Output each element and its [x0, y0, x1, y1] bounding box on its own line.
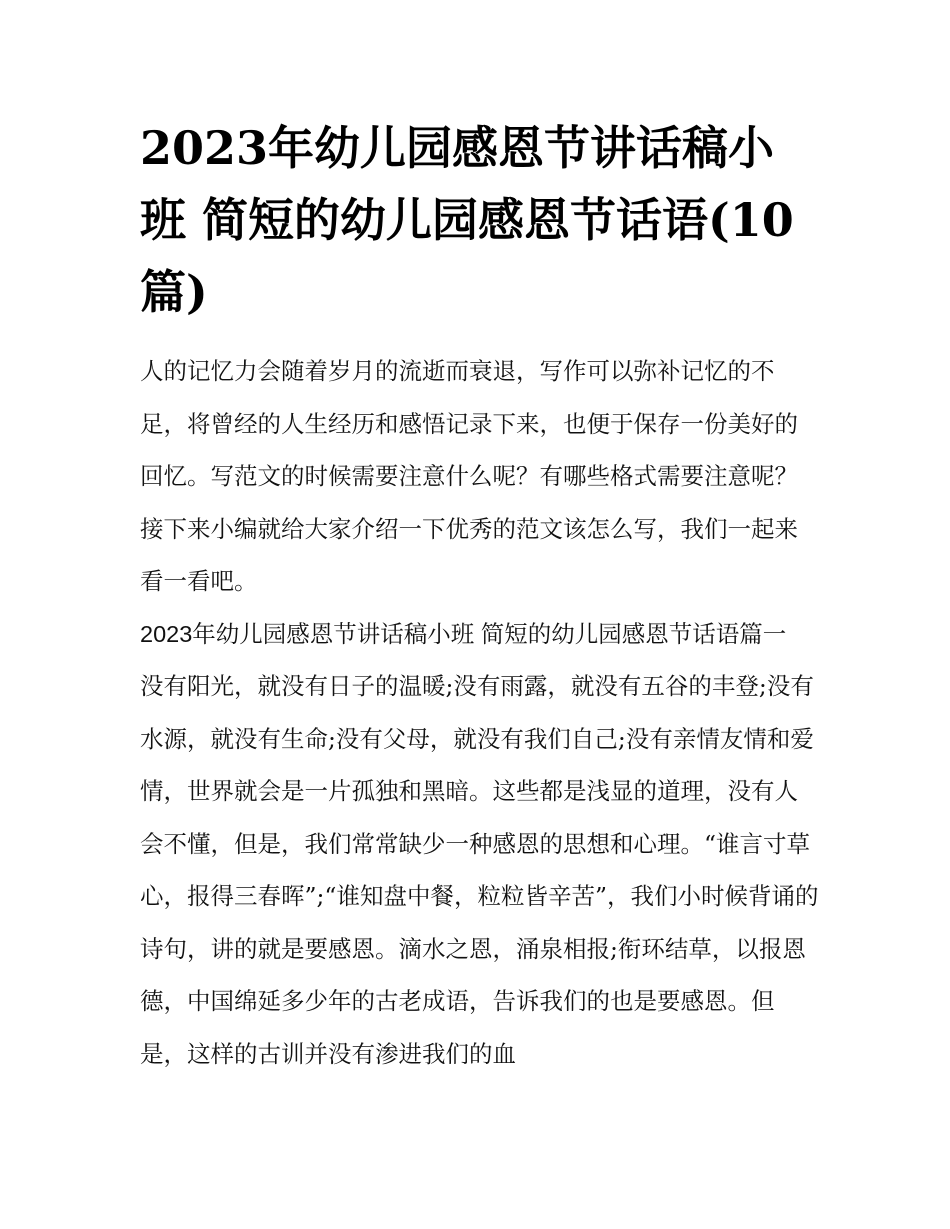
document-page — [140, 112, 820, 1080]
section-1 — [140, 608, 820, 1081]
document-title: 2023年幼儿园感恩节讲话稿小班 简短的幼儿园感恩节话语(10篇) — [140, 121, 794, 319]
section-paragraph: 没有阳光，就没有日子的温暖;没有雨露，就没有五谷的丰登;没有水源，就没有生命;没有父母，就没有我们自己;没有亲情友情和爱情，世界就会是一片孤独和黑暗。这些都是浅显的道理，没有人会不懂，但是，我们常常缺少一种感恩的思想和心理。“谁言寸草心，报得三春晖”;“谁知盘中餐，粒粒皆辛苦”，我们小时候背诵的诗句，讲的就是要感恩。滴水之恩，涌泉相报;衔环结草，以报恩德，中国绵延多少年的古老成语，告诉我们的也是要感恩。但是，这样的古训并没有渗进我们的血 — [140, 672, 819, 1068]
intro-paragraph: 人的记忆力会随着岁月的流逝而衰退，写作可以弥补记忆的不足，将曾经的人生经历和感悟记录下来，也便于保存一份美好的回忆。写范文的时候需要注意什么呢？有哪些格式需要注意呢？接下来小编就给大家介绍一下优秀的范文该怎么写，我们一起来看一看吧。 — [140, 357, 798, 595]
section-heading: 2023年幼儿园感恩节讲话稿小班 简短的幼儿园感恩节话语篇一 — [140, 620, 787, 647]
